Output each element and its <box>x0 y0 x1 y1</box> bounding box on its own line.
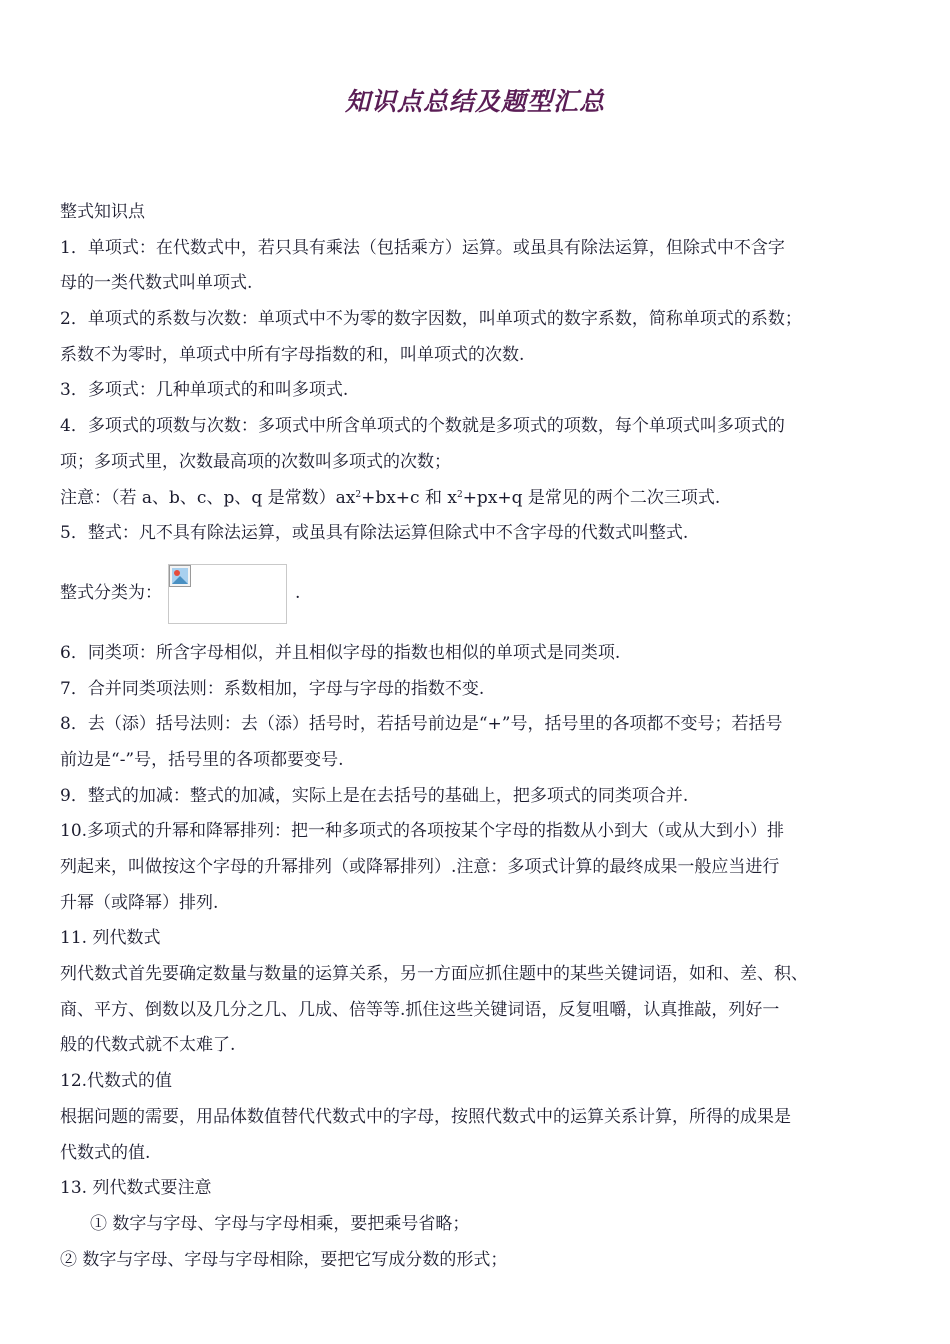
item-8-line-1: 8．去（添）括号法则：去（添）括号时，若括号前边是“+”号，括号里的各项都不变号；若括号 <box>60 714 783 735</box>
item-4-line-1: 4．多项式的项数与次数：多项式中所含单项式的个数就是多项式的项数，每个单项式叫多项式的 <box>60 416 785 437</box>
item-12-line-2: 代数式的值. <box>60 1142 151 1163</box>
item-3: 3．多项式：几种单项式的和叫多项式. <box>60 380 349 401</box>
item-13-point-2: ② 数字与字母、字母与字母相除，要把它写成分数的形式； <box>60 1249 508 1270</box>
item-6: 6．同类项：所含字母相似，并且相似字母的指数也相似的单项式是同类项. <box>60 642 621 663</box>
item-1-line-2: 母的一类代数式叫单项式. <box>60 273 253 294</box>
exponent-1: 2 <box>355 489 362 500</box>
item-12-line-1: 根据问题的需要，用品体数值替代代数式中的字母，按照代数式中的运算关系计算，所得的成果是 <box>60 1106 791 1127</box>
document-body <box>60 195 900 1278</box>
item-5: 5．整式：凡不具有除法运算，或虽具有除法运算但除式中不含字母的代数式叫整式. <box>60 523 689 544</box>
item-11-line-2: 商、平方、倒数以及几分之几、几成、倍等等.抓住这些关键词语，反复咀嚼，认真推敲，列好一 <box>60 999 780 1020</box>
item-2-line-2: 系数不为零时，单项式中所有字母指数的和，叫单项式的次数. <box>60 344 525 365</box>
classification-line <box>60 552 900 636</box>
item-10-line-1: 10.多项式的升幂和降幂排列：把一种多项式的各项按某个字母的指数从小到大（或从大到小）排 <box>60 821 785 842</box>
broken-image-placeholder <box>168 564 287 624</box>
item-10-line-3: 升幂（或降幂）排列. <box>60 892 219 913</box>
item-4-line-2: 项；多项式里，次数最高项的次数叫多项式的次数； <box>60 451 451 472</box>
item-11-line-1: 列代数式首先要确定数量与数量的运算关系，另一方面应抓住题中的某些关键词语，如和、差、积、 <box>60 964 808 985</box>
classification-period: . <box>295 583 301 604</box>
note-part-2: +bx+c 和 x <box>361 487 457 508</box>
item-2-line-1: 2．单项式的系数与次数：单项式中不为零的数字因数，叫单项式的数字系数，简称单项式的系数； <box>60 309 802 330</box>
item-10-line-2: 列起来，叫做按这个字母的升幂排列（或降幂排列）.注意：多项式计算的最终成果一般应当进行 <box>60 857 780 877</box>
item-8-line-2: 前边是“-”号，括号里的各项都要变号. <box>60 749 344 770</box>
item-12-heading: 12.代数式的值 <box>60 1071 173 1092</box>
item-7: 7．合并同类项法则：系数相加，字母与字母的指数不变. <box>60 678 485 699</box>
item-1-line-1: 1．单项式：在代数式中，若只具有乘法（包括乘方）运算。或虽具有除法运算，但除式中不含字 <box>60 237 785 258</box>
section-heading: 整式知识点 <box>60 202 145 222</box>
note-line <box>60 481 900 517</box>
item-11-line-3: 般的代数式就不太难了. <box>60 1035 236 1056</box>
item-13-point-1: ① 数字与字母、字母与字母相乘，要把乘号省略； <box>90 1213 470 1234</box>
note-part-3: +px+q 是常见的两个二次三项式. <box>462 487 721 508</box>
exponent-2: 2 <box>456 489 463 500</box>
item-9: 9．整式的加减：整式的加减，实际上是在去括号的基础上，把多项式的同类项合并. <box>60 785 689 806</box>
classification-label: 整式分类为： <box>60 583 162 604</box>
item-13-heading: 13. 列代数式要注意 <box>60 1178 212 1199</box>
item-11-heading: 11. 列代数式 <box>60 928 161 949</box>
page-title: 知识点总结及题型汇总 <box>344 87 605 116</box>
broken-image-icon <box>169 565 191 587</box>
note-part-1: 注意：（若 a、b、c、p、q 是常数）ax <box>60 487 356 508</box>
